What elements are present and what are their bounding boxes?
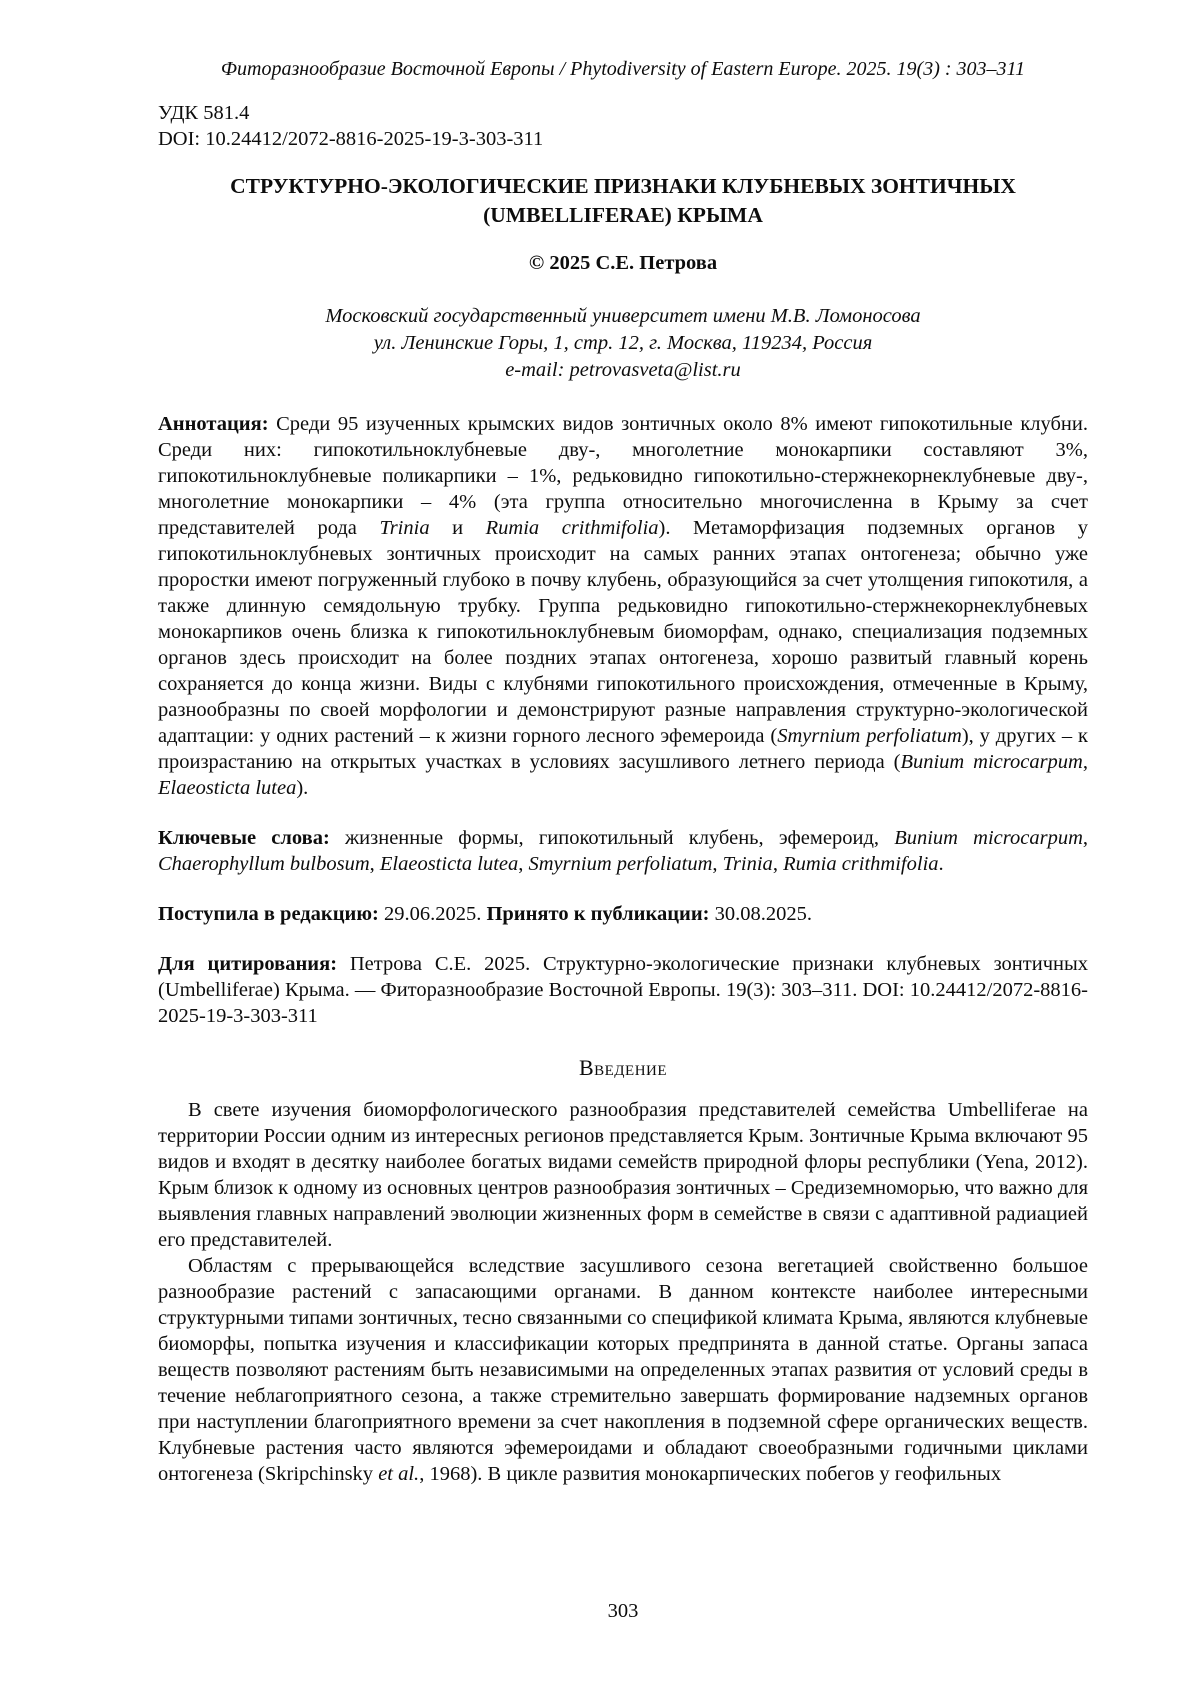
intro-paragraph-2: Областям с прерывающейся вследствие засушливого сезона вегетацией свойственно большое разнообразие растений с запасающими органами. В данном контексте наиболее интересными структурными типами зонтичных, тесно связанными со спецификой климата Крыма, являются клубневые биоморфы, попытка изучения и классификации которых предпринята в данной статье. Органы запаса веществ позволяют растениям быть независимыми на определенных этапах развития от условий среды в течение неблагоприятного сезона, а также стремительно завершать формирование надземных органов при наступлении благоприятного времени за счет накопления в подземной сфере органических веществ. Клубневые растения часто являются эфемероидами и обладают своеобразными годичными циклами онтогенеза (Skripchinsky et al., 1968). В цикле развития монокарпических побегов у геофильных <box>158 1255 1088 1485</box>
affiliation-university: Московский государственный университет имени М.В. Ломоносова <box>325 305 921 327</box>
udc-doi-block <box>158 100 1088 152</box>
doi-line: DOI: 10.24412/2072-8816-2025-19-3-303-311 <box>158 128 544 150</box>
intro-paragraph-1: В свете изучения биоморфологического разнообразия представителей семейства Umbelliferae на территории России одним из интересных регионов представляется Крым. Зонтичные Крыма включают 95 видов и входят в десятку наиболее богатых видами семейств природной флоры республики (Yena, 2012). Крым близок к одному из основных центров разнообразия зонтичных – Средиземноморью, что важно для выявления главных направлений эволюции жизненных форм в семействе в связи с адаптивной радиацией его представителей. <box>158 1099 1088 1251</box>
section-heading-introduction: Введение <box>578 1055 668 1080</box>
received-accepted-line: Поступила в редакцию: 29.06.2025. Принято к публикации: 30.08.2025. <box>158 903 812 925</box>
citation-paragraph: Для цитирования: Петрова С.Е. 2025. Структурно-экологические признаки клубневых зонтичных (Umbelliferae) Крыма. — Фиторазнообразие Восточной Европы. 19(3): 303–311. DOI: 10.24412/2072-8816-2025-19-3-303-311 <box>158 953 1089 1027</box>
affiliation-block <box>158 303 1088 384</box>
keywords-paragraph: Ключевые слова: жизненные формы, гипокотильный клубень, эфемероид, Bunium microcarpum, Chaerophyllum bulbosum, Elaeosticta lutea, Smyrnium perfoliatum, Trinia, Rumia crithmifolia. <box>158 827 1088 875</box>
article-title <box>158 172 1088 230</box>
journal-header: Фиторазнообразие Восточной Европы / Phytodiversity of Eastern Europe. 2025. 19(3) : 303–311 <box>220 58 1026 80</box>
article-title-line1: СТРУКТУРНО-ЭКОЛОГИЧЕСКИЕ ПРИЗНАКИ КЛУБНЕВЫХ ЗОНТИЧНЫХ <box>230 174 1016 198</box>
copyright-author-line: © 2025 С.Е. Петрова <box>528 252 718 274</box>
affiliation-address: ул. Ленинские Горы, 1, стр. 12, г. Москва, 119234, Россия <box>373 332 873 354</box>
udc-number: УДК 581.4 <box>158 102 250 124</box>
article-title-line2: (UMBELLIFERAE) КРЫМА <box>483 203 763 227</box>
page-number: 303 <box>607 1600 639 1622</box>
abstract-paragraph: Аннотация: Среди 95 изученных крымских видов зонтичных около 8% имеют гипокотильные клубни. Среди них: гипокотильноклубневые дву-, многолетние монокарпики составляют 3%, гипокотильноклубневые поликарпики – 1%, редьковидно гипокотильно-стержнекорнеклубневые дву-, многолетние монокарпики – 4% (эта группа относительно многочисленна в Крыму за счет представителей рода Trinia и Rumia crithmifolia). Метаморфизация подземных органов у гипокотильноклубневых зонтичных происходит на самых ранних этапах онтогенеза; обычно уже проростки имеют погруженный глубоко в почву клубень, образующийся за счет утолщения гипокотиля, а также длинную семядольную трубку. Группа редьковидно гипокотильно-стержнекорнеклубневых монокарпиков очень близка к гипокотильноклубневым биоморфам, однако, специализация подземных органов здесь происходит на более поздних этапах онтогенеза, хорошо развитый главный корень сохраняется до конца жизни. Виды с клубнями гипокотильного происхождения, отмеченные в Крыму, разнообразны по своей морфологии и демонстрируют разные направления структурно-экологической адаптации: у одних растений – к жизни горного лесного эфемероида (Smyrnium perfoliatum), у других – к произрастанию на открытых участках в условиях засушливого летнего периода (Bunium microcarpum, Elaeosticta lutea). <box>158 413 1088 799</box>
affiliation-email: e-mail: petrovasveta@list.ru <box>505 359 741 381</box>
